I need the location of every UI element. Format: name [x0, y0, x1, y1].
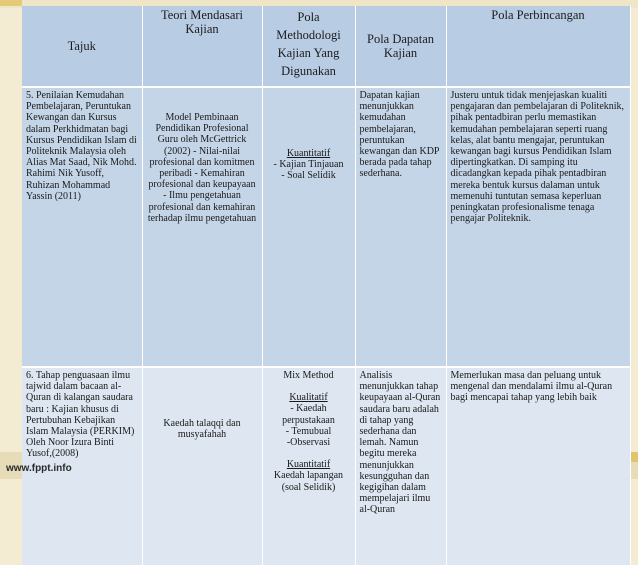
row2-metod-item: Kaedah lapangan (soal Selidik) [273, 470, 344, 493]
header-pola-perbincangan-text: Pola Perbincangan [491, 8, 585, 22]
row2-metod-kuan-heading: Kuantitatif [286, 459, 331, 471]
row1-metodologi [262, 87, 355, 367]
row1-metod-heading: Kuantitatif [286, 148, 331, 159]
row2-teori [142, 367, 262, 565]
row2-metodologi [262, 367, 355, 565]
row2-metod-item: - Temubual [285, 425, 332, 437]
row1-tajuk-text: 5. Penilaian Kemudahan Pembelajaran, Peruntukan Kewangan dan Kursus dalam Perkhidmatan bagi Kursus Pendidikan Islam di Politeknik Malaysia oleh Alias Mat Saad, Nik Mohd. Rahimi Nik Yusoff, Ruhizan Mohammad Yassin (2011) [26, 90, 137, 202]
header-teori [142, 6, 262, 87]
header-tajuk-text: Tajuk [67, 39, 96, 53]
row1-perbincangan-text: Justeru untuk tidak menjejaskan kualiti pengajaran dan pembelajaran di Politeknik, pihak pentadbiran perlu memastikan kemudahan pembelajaran seperti ruang kelas, alat bantu mengajar, peruntukan kewangan bagi kursus Pendidikan Islam dipertingkatkan. Di samping itu dicadangkan kepada pihak pentadbiran mereka bentuk kursus dalaman untuk memenuhi tuntutan semasa keperluan peningkatan profesionalisme tenaga pengajar Politeknik. [450, 90, 625, 225]
row1-metod-item: - Kajian Tinjauan [273, 159, 344, 171]
header-pola-metodologi-text: Pola Methodologi Kajian Yang Digunakan [276, 10, 341, 78]
row2-metod-item: - Kaedah perpustakaan [282, 403, 335, 426]
row1-dapatan [355, 87, 446, 367]
header-teori-text: Teori Mendasari Kajian [160, 8, 244, 36]
header-row [22, 6, 630, 87]
header-pola-dapatan-text: Pola Dapatan Kajian [367, 32, 434, 60]
table-row [22, 367, 630, 565]
gold-accent-top [0, 0, 22, 6]
row2-metod-item: -Observasi [286, 437, 331, 449]
row1-dapatan-text: Dapatan kajian menunjukkan kemudahan pembelajaran, peruntukan kewangan dan KDP berada pada tahap sederhana. [359, 90, 440, 180]
row2-perbincangan [446, 367, 630, 565]
row1-perbincangan [446, 87, 630, 367]
row2-tajuk-text: 6. Tahap penguasaan ilmu tajwid dalam bacaan al-Quran di kalangan saudara baru : Kajian khusus di Pertubuhan Kebajikan Islam Malaysia (PERKIM) Oleh Noor Izura Binti Yusof,(2008) [26, 370, 135, 460]
row2-metod-kual-heading: Kualitatif [289, 392, 328, 404]
row2-metod-title: Mix Method [283, 370, 334, 381]
row1-teori [142, 87, 262, 367]
row1-teori-text: Model Pembinaan Pendidikan Profesional Guru oleh McGettrick (2002) - Nilai-nilai profesional dan komitmen peribadi - Kemahiran profesional dan keupayaan - Ilmu pengetahuan profesional dan kemahiran terhadap ilmu pengetahuan [147, 112, 257, 224]
row1-metod-item: - Soal Selidik [281, 170, 336, 182]
row2-perbincangan-text: Memerlukan masa dan peluang untuk mengenal dan mendalami ilmu al-Quran bagi mencapai tahap yang lebih baik [450, 370, 613, 404]
header-pola-perbincangan [446, 6, 630, 87]
header-pola-dapatan [355, 6, 446, 87]
table-row [22, 87, 630, 367]
footer-site: www.fppt.info [6, 463, 72, 474]
header-tajuk [22, 6, 142, 87]
row1-tajuk [22, 87, 142, 367]
literature-review-table [22, 6, 631, 565]
row2-dapatan-text: Analisis menunjukkan tahap keupayaan al-Quran saudara baru adalah di tahap yang sederhana dan lemah. Namun begitu mereka menunjukkan kesungguhan dan kegigihan dalam mempelajari ilmu al-Quran [359, 370, 441, 516]
row2-teori-text: Kaedah talaqqi dan musyafahah [163, 418, 241, 441]
header-pola-metodologi [262, 6, 355, 87]
row2-dapatan [355, 367, 446, 565]
